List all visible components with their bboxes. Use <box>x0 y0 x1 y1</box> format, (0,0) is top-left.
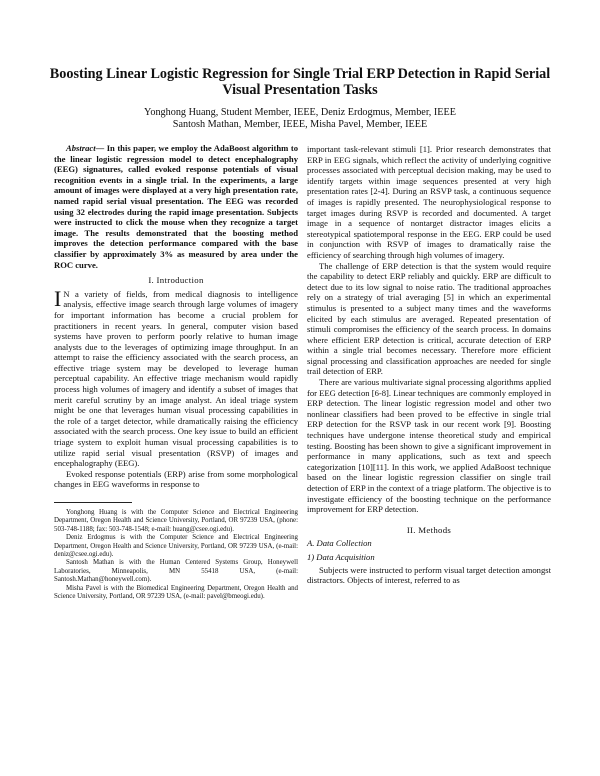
paper-title: Boosting Linear Logistic Regression for Single Trial ERP Detection in Rapid Serial Visual Presentation Tasks <box>49 66 551 98</box>
subsection-heading-data-collection: A. Data Collection <box>307 538 372 549</box>
subsubsection-heading-data-acquisition: 1) Data Acquisition <box>307 551 375 562</box>
section-heading-methods: II. Methods <box>406 524 452 535</box>
body-paragraph-2: The challenge of ERP detection is that the system would require the capability to detect ERP reliably and quickly. ERP are difficult to detect due to its low signal to noise ratio. The traditional approaches rely on a strategy of trial averaging [5] in which an experimental stimulus is presented to a subject many times and the waveforms elicited by each stimulus are averaged. Repeated presentation of stimuli compromises the efficiency of the search process. In domains where efficient ERP detection is critical, accurate detection of ERP within a single trial becomes necessary. Therefore more efficient signal processing and classification approaches are needed for single trail detection of ERP. <box>307 260 551 377</box>
abstract-body: In this paper, we employ the AdaBoost algorithm to the linear logistic regression model to detect encephalography (EEG) signatures, called evoked response potentials of visual recognition events in a single trial. In the experiments, a large amount of images were displayed at a very high presentation rate, named rapid serial visual presentation. The EEG was recorded using 32 electrodes during the rapid image presentation. Subjects were instructed to click the mouse when they recognize a target image. The results demonstrated that the boosting method improves the detection performance compared with the base classifier by approximately 3% as measured by area under the ROC curve. <box>54 143 298 270</box>
footnote-rule <box>54 502 132 503</box>
left-column <box>54 143 298 601</box>
body-paragraph-3: There are various multivariate signal processing algorithms applied for EEG detection [6-8]. Linear techniques are commonly employed in ERP detection. The linear logistic regression model and other two nonlinear classifiers had been proved to be effective in single trial ERP detection for the RSVP task in our recent work [9]. Boosting techniques have undergone intense theoretical study and empirical testing. Boosting has been shown to give a significant improvement in performance in many applications, such as text and speech categorization [10][11]. In this work, we applied AdaBoost technique based on the linear logistic regression classifier on single trail detection of ERP in the context of a triage platform. The objective is to investigate efficiency of the boosting technique on the performance improvement for ERP detection. <box>307 377 551 515</box>
intro-paragraph-1 <box>54 285 298 469</box>
intro-dropcap: I <box>54 285 62 311</box>
abstract <box>54 143 298 270</box>
authors-line-2: Santosh Mathan, Member, IEEE, Misha Pavel, Member, IEEE <box>172 119 428 130</box>
right-column <box>307 144 551 586</box>
footnotes <box>54 509 298 601</box>
footnote-erdogmus: Deniz Erdogmus is with the Computer Science and Electrical Engineering Department, Oregon Health and Science University, Portland, OR 97239 USA, (e-mail: deniz@csee.ogi.edu). <box>54 534 298 559</box>
abstract-lead: Abstract— <box>66 143 105 153</box>
intro-paragraph-2: Evoked response potentials (ERP) arise from some morphological changes in EEG waveforms in response to <box>54 468 298 490</box>
footnote-pavel: Misha Pavel is with the Biomedical Engineering Department, Oregon Health and Science University, Portland, OR 97239 USA, (e-mail: pavel@bmeogi.edu). <box>54 584 298 601</box>
footnote-huang: Yonghong Huang is with the Computer Science and Electrical Engineering Department, Oregon Health and Science University, Portland, OR 97239 USA, (phone: 503-748-1188; fax: 503-748-1548; e-mail: huang@csee.ogi.edu). <box>54 509 298 533</box>
author-block <box>40 107 560 131</box>
body-paragraph-4: Subjects were instructed to perform visual target detection amongst distractors. Objects of interest, referred to as <box>307 564 551 586</box>
intro-paragraph-1-text: N a variety of fields, from medical diagnosis to intelligence analysis, effective image search through large volumes of imagery for important information has become a crucial problem for practitioners in recent years. In general, computer vision based systems have proven to perform poorly relative to human image analysts due to the leverages of optimizing image throughput. In an attempt to raise the efficiency associated with the search process, an effective triage system may be developed to leverage human perceptual capability. An effective triage mechanism would rapidly process high volumes of imagery and identify a subset of images that merit careful scrutiny by an image analyst. An ideal triage system might be one that leverages human visual processing capabilities in the role of a target detector, while dramatically raising the efficiency associated with the search process. One key issue to build an efficient triage system to exploit human visual processing capabilities is to utilize rapid serial visual presentation (RSVP) of images and encephalography (EEG). <box>54 288 298 469</box>
authors-line-1: Yonghong Huang, Student Member, IEEE, Deniz Erdogmus, Member, IEEE <box>144 107 456 118</box>
footnote-mathan: Santosh Mathan is with the Human Centered Systems Group, Honeywell Laboratories, Minneapolis, MN 55418 USA, (e-mail: Santosh.Mathan@honeywell.com). <box>54 559 298 584</box>
body-paragraph-1: important task-relevant stimuli [1]. Prior research demonstrates that ERP in EEG signals, which reflect the activity of underlying cognitive processes associated with perceptual decision making, may be used to identify targets within image sequences presented at very high presentation rates [2-4]. During an RSVP task, a continuous sequence of images is rapidly presented. The neurophysiological response to target images during RSVP is recorded and documented. A target image in a sequence of nontarget distractor images elicits a stereotypical spatiotemporal response in the EEG. ERP could be used in conjunction with RSVP of images to dramatically raise the efficiency of searching through high volumes of imagery. <box>307 144 551 260</box>
section-heading-introduction: I. Introduction <box>148 275 204 286</box>
